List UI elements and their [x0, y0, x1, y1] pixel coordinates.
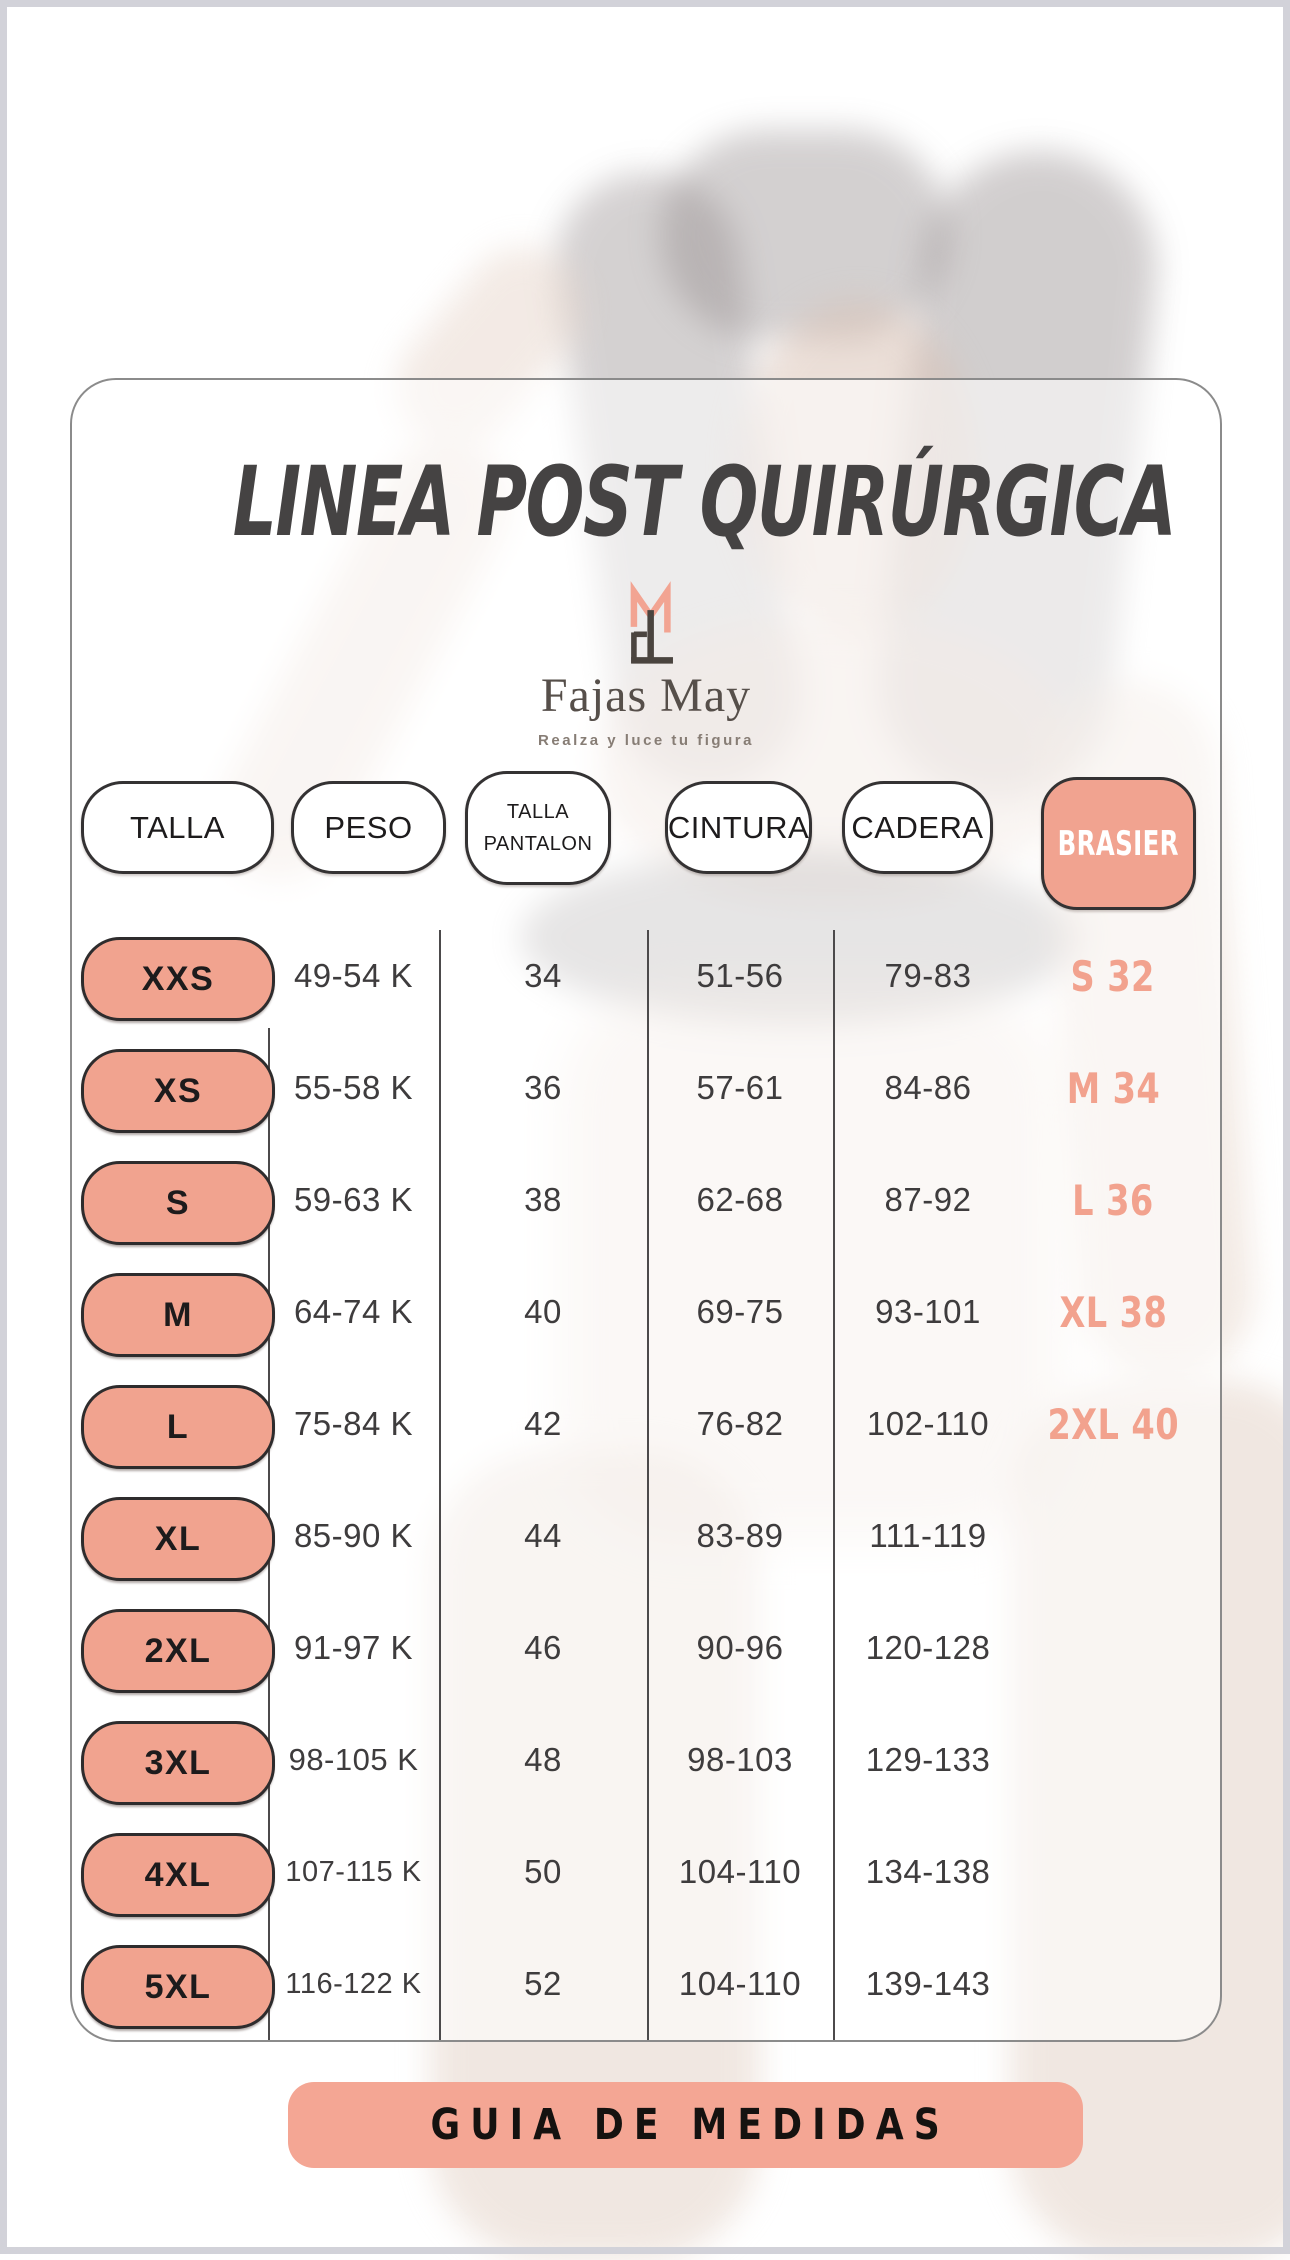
table-row-xl — [72, 1480, 1220, 1592]
cell-brasier: M 34 — [1066, 1063, 1160, 1113]
table-row-5xl — [72, 1928, 1220, 2040]
cell-talla-pantalon: 48 — [524, 1741, 562, 1778]
size-pill-xl: XL — [81, 1497, 275, 1581]
cell-cadera: 129-133 — [865, 1741, 991, 1778]
cell-talla-pantalon: 44 — [524, 1517, 562, 1554]
cell-peso: 85-90 K — [293, 1517, 414, 1554]
cell-talla-pantalon: 34 — [524, 957, 562, 994]
table-row-l — [72, 1368, 1220, 1480]
guia-de-medidas-label: GUIA DE MEDIDAS — [430, 2100, 951, 2150]
size-pill-xs: XS — [81, 1049, 275, 1133]
cell-cadera: 111-119 — [869, 1517, 987, 1554]
cell-talla-pantalon: 52 — [524, 1965, 562, 2002]
cell-cintura: 62-68 — [696, 1181, 784, 1218]
cell-peso: 107-115 K — [285, 1855, 422, 1888]
cell-cadera: 87-92 — [884, 1181, 972, 1218]
cell-peso: 59-63 K — [293, 1181, 414, 1218]
cell-peso: 91-97 K — [293, 1629, 414, 1666]
size-pill-2xl: 2XL — [81, 1609, 275, 1693]
cell-peso: 49-54 K — [293, 957, 414, 994]
fm-monogram-icon — [606, 576, 686, 674]
cell-talla-pantalon: 38 — [524, 1181, 562, 1218]
column-header-label: PESO — [324, 809, 413, 845]
cell-brasier: XL 38 — [1059, 1287, 1167, 1337]
column-header-bra — [1041, 777, 1196, 910]
cell-cintura: 51-56 — [696, 957, 784, 994]
table-row-s — [72, 1144, 1220, 1256]
table-row-3xl — [72, 1704, 1220, 1816]
column-header-label: TALLA — [130, 809, 225, 845]
cell-peso: 75-84 K — [293, 1405, 414, 1442]
cell-cintura: 90-96 — [696, 1629, 784, 1666]
table-row-2xl — [72, 1592, 1220, 1704]
table-row-xxs — [72, 920, 1220, 1032]
cell-cintura: 69-75 — [696, 1293, 784, 1330]
size-pill-s: S — [81, 1161, 275, 1245]
cell-brasier: S 32 — [1070, 951, 1156, 1001]
cell-brasier: L 36 — [1072, 1175, 1154, 1225]
column-header-pant — [465, 771, 611, 885]
cell-peso: 98-105 K — [288, 1742, 419, 1777]
cell-cintura: 57-61 — [696, 1069, 784, 1106]
guia-de-medidas-button[interactable] — [288, 2082, 1083, 2168]
cell-talla-pantalon: 42 — [524, 1405, 562, 1442]
table-row-4xl — [72, 1816, 1220, 1928]
table-row-xs — [72, 1032, 1220, 1144]
cell-cintura: 83-89 — [696, 1517, 784, 1554]
size-pill-3xl: 3XL — [81, 1721, 275, 1805]
cell-talla-pantalon: 40 — [524, 1293, 562, 1330]
cell-cadera: 134-138 — [865, 1853, 991, 1890]
size-pill-l: L — [81, 1385, 275, 1469]
column-header-label: BRASIER — [1057, 823, 1180, 864]
column-header-label: CINTURA — [667, 809, 810, 845]
cell-peso: 64-74 K — [293, 1293, 414, 1330]
brand-tagline: Realza y luce tu figura — [538, 732, 754, 749]
cell-cintura: 104-110 — [678, 1853, 802, 1890]
cell-cintura: 98-103 — [687, 1741, 793, 1778]
cell-cadera: 93-101 — [875, 1293, 981, 1330]
cell-talla-pantalon: 50 — [524, 1853, 562, 1890]
cell-cintura: 76-82 — [696, 1405, 784, 1442]
column-header-label: CADERA — [851, 809, 984, 845]
cell-cadera: 139-143 — [865, 1965, 991, 2002]
cell-cadera: 120-128 — [865, 1629, 991, 1666]
column-header-label: TALLA PANTALON — [483, 801, 593, 855]
photo-hair-top — [660, 130, 950, 340]
cell-talla-pantalon: 36 — [524, 1069, 562, 1106]
cell-cintura: 104-110 — [678, 1965, 802, 2002]
table-row-m — [72, 1256, 1220, 1368]
size-pill-m: M — [81, 1273, 275, 1357]
brand-name: Fajas May — [540, 669, 752, 722]
cell-cadera: 79-83 — [884, 957, 972, 994]
page-title: LINEA POST QUIRÚRGICA — [232, 446, 1176, 558]
size-pill-5xl: 5XL — [81, 1945, 275, 2029]
size-chart-card — [70, 378, 1222, 2042]
size-pill-4xl: 4XL — [81, 1833, 275, 1917]
cell-peso: 116-122 K — [285, 1967, 422, 2000]
cell-cadera: 84-86 — [884, 1069, 972, 1106]
size-pill-xxs: XXS — [81, 937, 275, 1021]
cell-peso: 55-58 K — [293, 1069, 414, 1106]
cell-brasier: 2XL 40 — [1047, 1399, 1179, 1449]
column-header-peso — [291, 781, 446, 874]
column-header-cint — [665, 781, 812, 874]
cell-cadera: 102-110 — [866, 1405, 990, 1442]
column-header-talla — [81, 781, 274, 874]
column-header-cad — [842, 781, 993, 874]
cell-talla-pantalon: 46 — [524, 1629, 562, 1666]
